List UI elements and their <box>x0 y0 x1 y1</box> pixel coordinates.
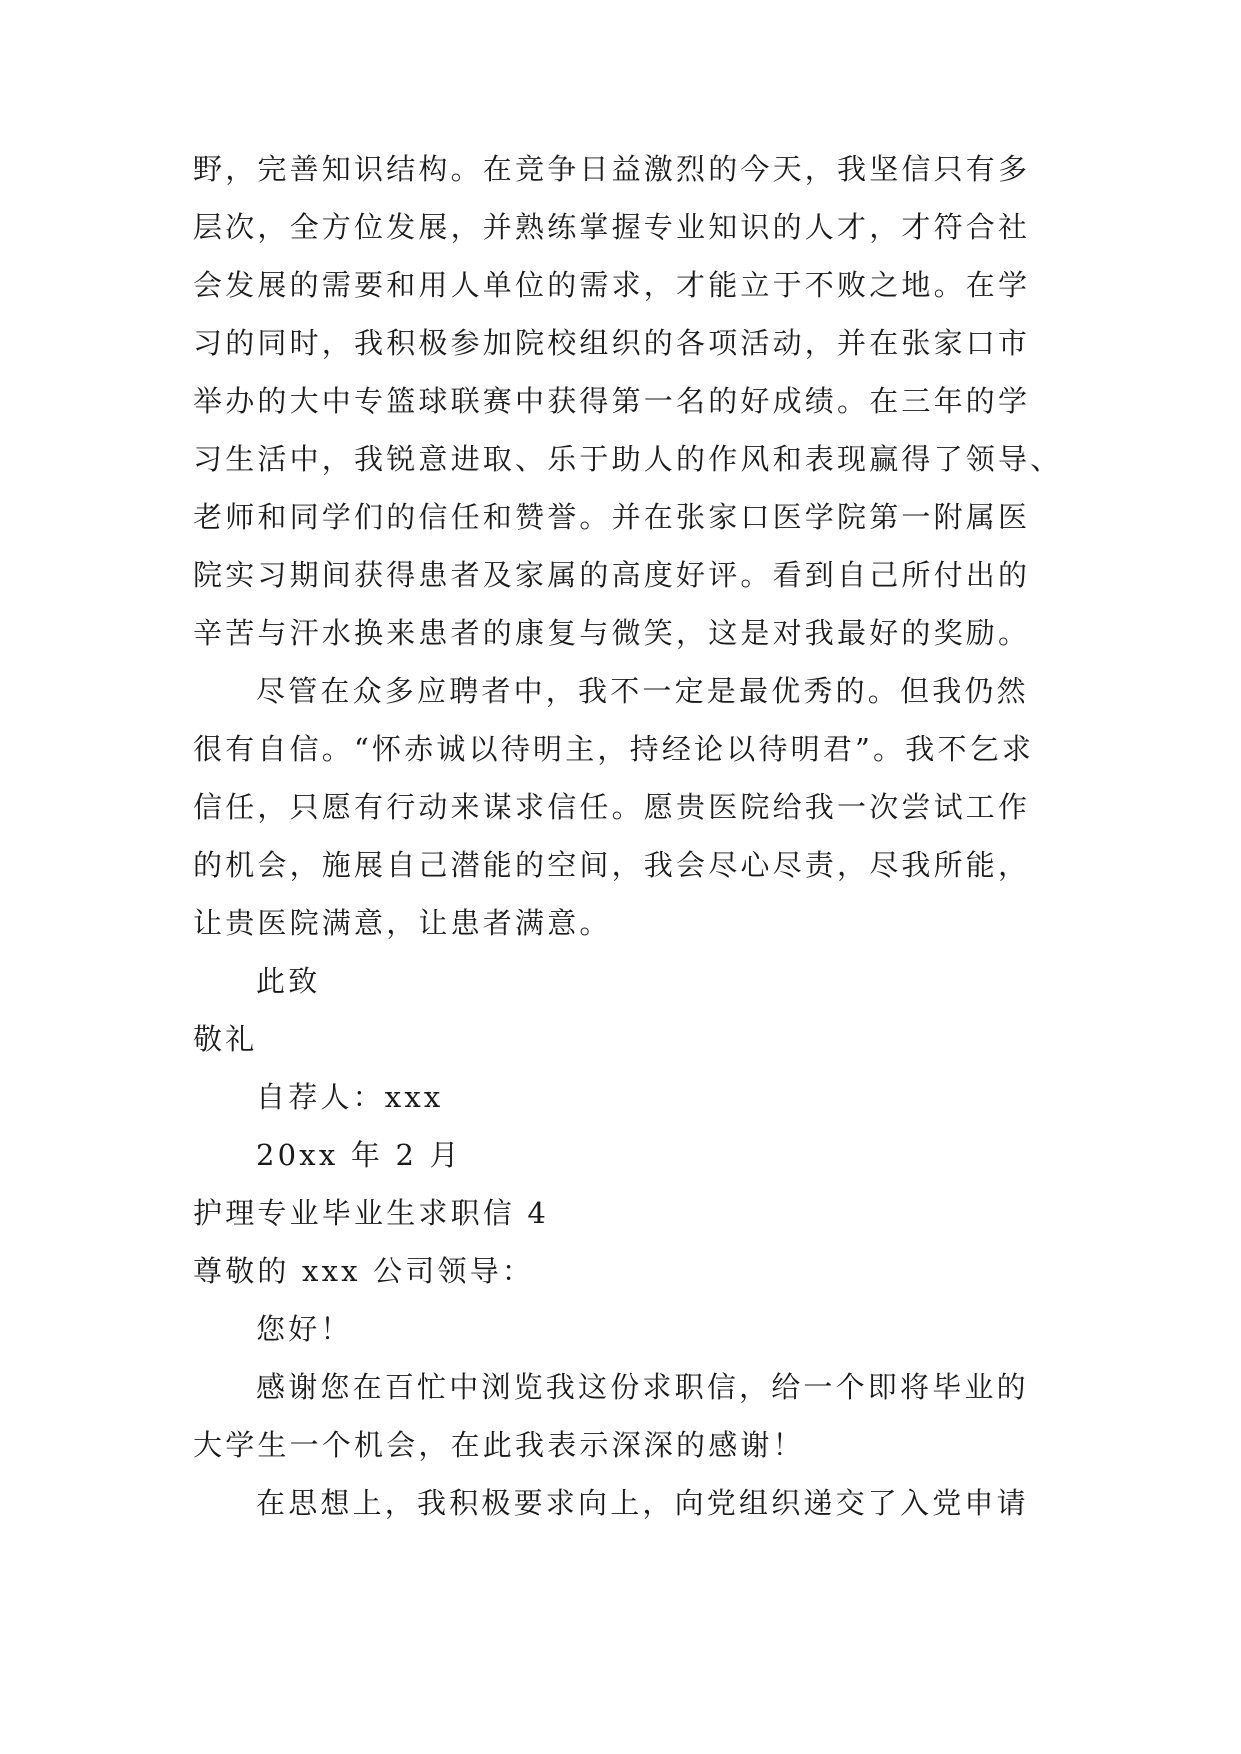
section-heading: 护理专业毕业生求职信 4 <box>193 1196 550 1230</box>
greeting: 您好！ <box>256 1312 353 1346</box>
text-line: 信任，只愿有行动来谋求信任。愿贵医院给我一次尝试工作 <box>193 790 1031 824</box>
text-line: 让贵医院满意，让患者满意。 <box>193 906 612 940</box>
text-line: 的机会，施展自己潜能的空间，我会尽心尽责，尽我所能， <box>193 848 1031 882</box>
text-line: 很有自信。“怀赤诚以待明主，持经论以待明君”。我不乞求 <box>193 732 1035 766</box>
text-line: 院实习期间获得患者及家属的高度好评。看到自己所付出的 <box>193 558 1031 592</box>
letter-salutation: 尊敬的 xxx 公司领导： <box>193 1254 535 1288</box>
paragraph-first-line: 在思想上，我积极要求向上，向党组织递交了入党申请 <box>256 1486 1029 1520</box>
text-line: 老师和同学们的信任和赞誉。并在张家口医学院第一附属医 <box>193 500 1031 534</box>
text-line: 辛苦与汗水换来患者的康复与微笑，这是对我最好的奖励。 <box>193 616 1031 650</box>
closing-regards: 敬礼 <box>193 1022 258 1056</box>
paragraph-first-line: 尽管在众多应聘者中，我不一定是最优秀的。但我仍然 <box>256 674 1029 708</box>
text-line: 野，完善知识结构。在竞争日益激烈的今天，我坚信只有多 <box>193 152 1031 186</box>
text-line: 大学生一个机会，在此我表示深深的感谢！ <box>193 1428 805 1462</box>
text-line: 举办的大中专篮球联赛中获得第一名的好成绩。在三年的学 <box>193 384 1031 418</box>
text-line: 习生活中，我锐意进取、乐于助人的作风和表现赢得了领导、 <box>193 442 1063 476</box>
closing-salutation: 此致 <box>256 964 321 998</box>
signature-name: 自荐人：xxx <box>256 1080 444 1114</box>
signature-date: 20xx 年 2 月 <box>256 1138 462 1172</box>
paragraph-first-line: 感谢您在百忙中浏览我这份求职信，给一个即将毕业的 <box>256 1370 1029 1404</box>
text-line: 层次，全方位发展，并熟练掌握专业知识的人才，才符合社 <box>193 210 1031 244</box>
text-line: 会发展的需要和用人单位的需求，才能立于不败之地。在学 <box>193 268 1031 302</box>
text-line: 习的同时，我积极参加院校组织的各项活动，并在张家口市 <box>193 326 1031 360</box>
